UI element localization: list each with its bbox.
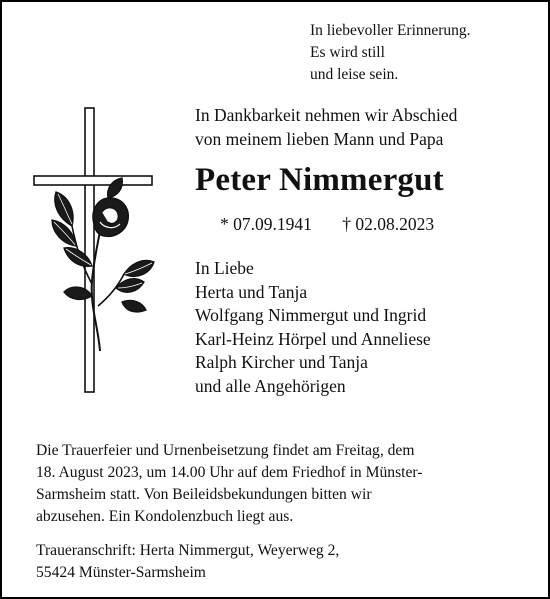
mourner-line: Herta und Tanja (195, 281, 308, 302)
motto-line: Es wird still (310, 44, 385, 61)
mourners-list (195, 257, 431, 398)
notice-line: 18. August 2023, um 14.00 Uhr auf dem Friedhof in Münster- (36, 464, 423, 481)
farewell-intro (195, 103, 457, 151)
mourner-line: In Liebe (195, 258, 254, 278)
mourner-line: Wolfgang Nimmergut und Ingrid (195, 305, 427, 325)
mourner-line: Ralph Kircher und Tanja (195, 352, 368, 372)
birth-date: * 07.09.1941 (220, 214, 312, 234)
address-line: Traueranschrift: Herta Nimmergut, Weyerweg 2, (36, 542, 340, 559)
notice-line: abzusehen. Ein Kondolenzbuch liegt aus. (36, 508, 294, 525)
mourning-address (36, 540, 339, 584)
motto-line: In liebevoller Erinnerung. (310, 22, 471, 39)
notice-line: Sarmsheim statt. Von Beileidsbekundungen bitten wir (36, 486, 372, 503)
address-line: 55424 Münster-Sarmsheim (36, 564, 206, 581)
funeral-notice (36, 440, 516, 528)
death-date: † 02.08.2023 (342, 214, 435, 234)
motto (310, 20, 471, 86)
life-dates (220, 212, 434, 236)
deceased-name: Peter Nimmergut (195, 162, 444, 198)
notice-line: Die Trauerfeier und Urnenbeisetzung findet am Freitag, dem (36, 442, 415, 459)
motto-line: und leise sein. (310, 66, 399, 83)
mourner-line: Karl-Heinz Hörpel und Anneliese (195, 328, 431, 349)
intro-line: In Dankbarkeit nehmen wir Abschied (195, 105, 458, 125)
cross-with-rose-icon (32, 106, 156, 396)
intro-line: von meinem lieben Mann und Papa (195, 129, 444, 149)
mourner-line: und alle Angehörigen (195, 375, 346, 396)
